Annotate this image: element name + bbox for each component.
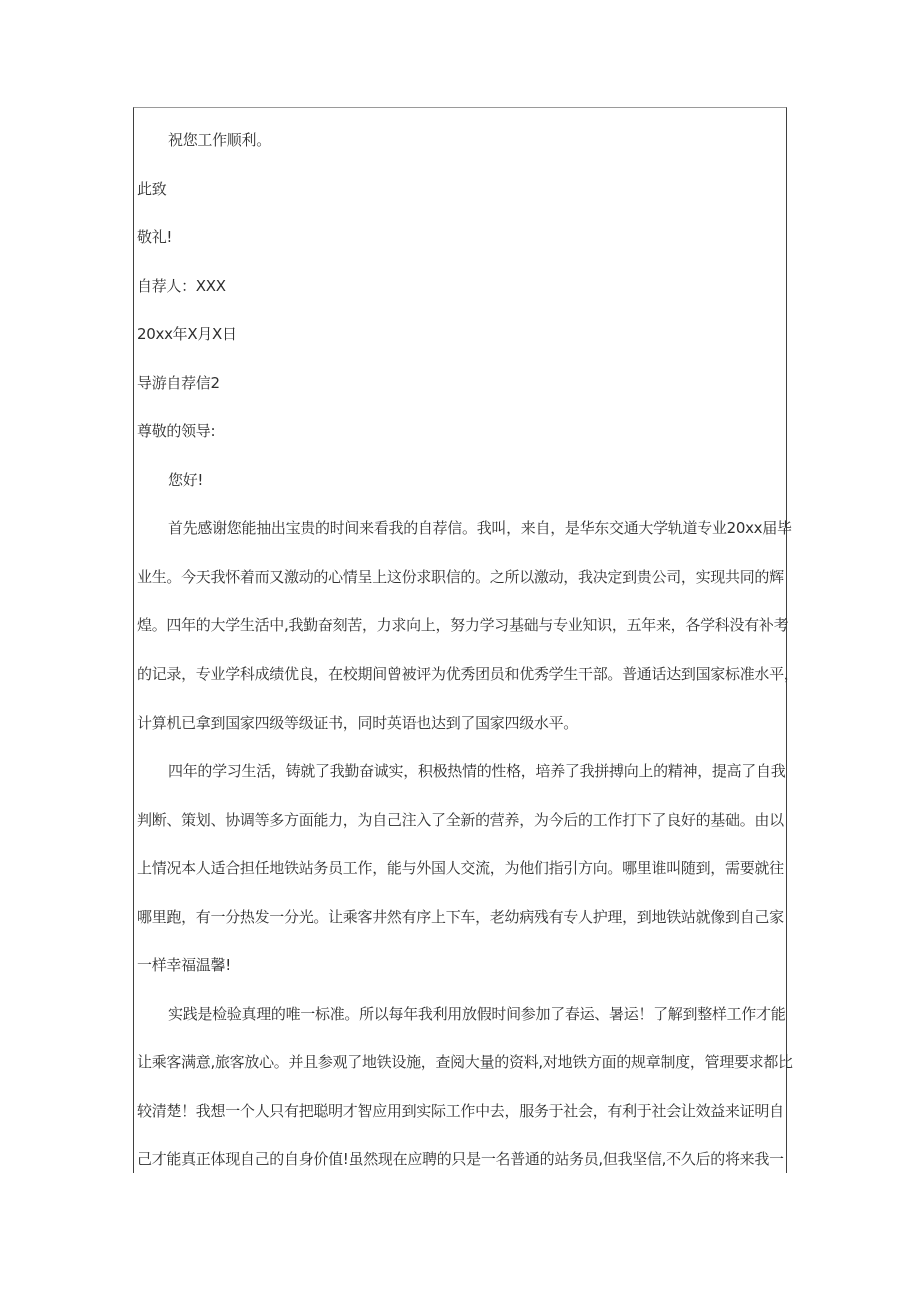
text-line: 20xx年X月X日 xyxy=(137,325,237,344)
text-line: 导游自荐信2 xyxy=(137,373,220,392)
text-line: 的记录，专业学科成绩优良，在校期间曾被评为优秀团员和优秀学生干部。普通话达到国家标准水平， xyxy=(137,665,799,684)
text-line: 己才能真正体现自己的自身价值!虽然现在应聘的只是一名普通的站务员,但我坚信,不久后的将来我一 xyxy=(137,1150,784,1169)
text-line: 哪里跑，有一分热发一分光。让乘客井然有序上下车，老幼病残有专人护理，到地铁站就像到自己家 xyxy=(137,907,784,926)
text-line: 业生。今天我怀着而又激动的心情呈上这份求职信的。之所以激动，我决定到贵公司，实现共同的辉 xyxy=(137,567,784,586)
text-line: 煌。四年的大学生活中,我勤奋刻苦，力求向上，努力学习基础与专业知识，五年来，各学科没有补考 xyxy=(137,616,789,635)
text-line: 首先感谢您能抽出宝贵的时间来看我的自荐信。我叫，来自，是华东交通大学轨道专业20xx届毕 xyxy=(168,519,792,538)
text-line: 计算机已拿到国家四级等级证书，同时英语也达到了国家四级水平。 xyxy=(137,713,579,732)
text-line: 尊敬的领导: xyxy=(137,422,216,441)
text-line: 自荐人：XXX xyxy=(137,276,226,295)
text-line: 四年的学习生活，铸就了我勤奋诚实，积极热情的性格，培养了我拼搏向上的精神，提高了自我 xyxy=(168,762,786,781)
text-line: 此致 xyxy=(137,179,167,198)
text-line: 敬礼! xyxy=(137,228,173,247)
text-line: 上情况本人适合担任地铁站务员工作，能与外国人交流，为他们指引方向。哪里谁叫随到，需要就往 xyxy=(137,859,784,878)
text-line: 让乘客满意,旅客放心。并且参观了地铁设施，查阅大量的资料,对地铁方面的规章制度，管理要求都比 xyxy=(137,1053,793,1072)
letter-text-frame xyxy=(133,107,799,1173)
text-line: 实践是检验真理的唯一标准。所以每年我利用放假时间参加了春运、暑运！了解到整样工作才能 xyxy=(168,1004,786,1023)
text-line: 祝您工作顺利。 xyxy=(168,131,271,149)
text-line: 判断、策划、协调等多方面能力，为自己注入了全新的营养，为今后的工作打下了良好的基础。由以 xyxy=(137,810,784,829)
text-line: 一样幸福温馨! xyxy=(137,956,231,975)
text-line: 较清楚！我想一个人只有把聪明才智应用到实际工作中去，服务于社会，有利于社会让效益来证明自 xyxy=(137,1101,784,1120)
text-line: 您好! xyxy=(168,470,204,489)
